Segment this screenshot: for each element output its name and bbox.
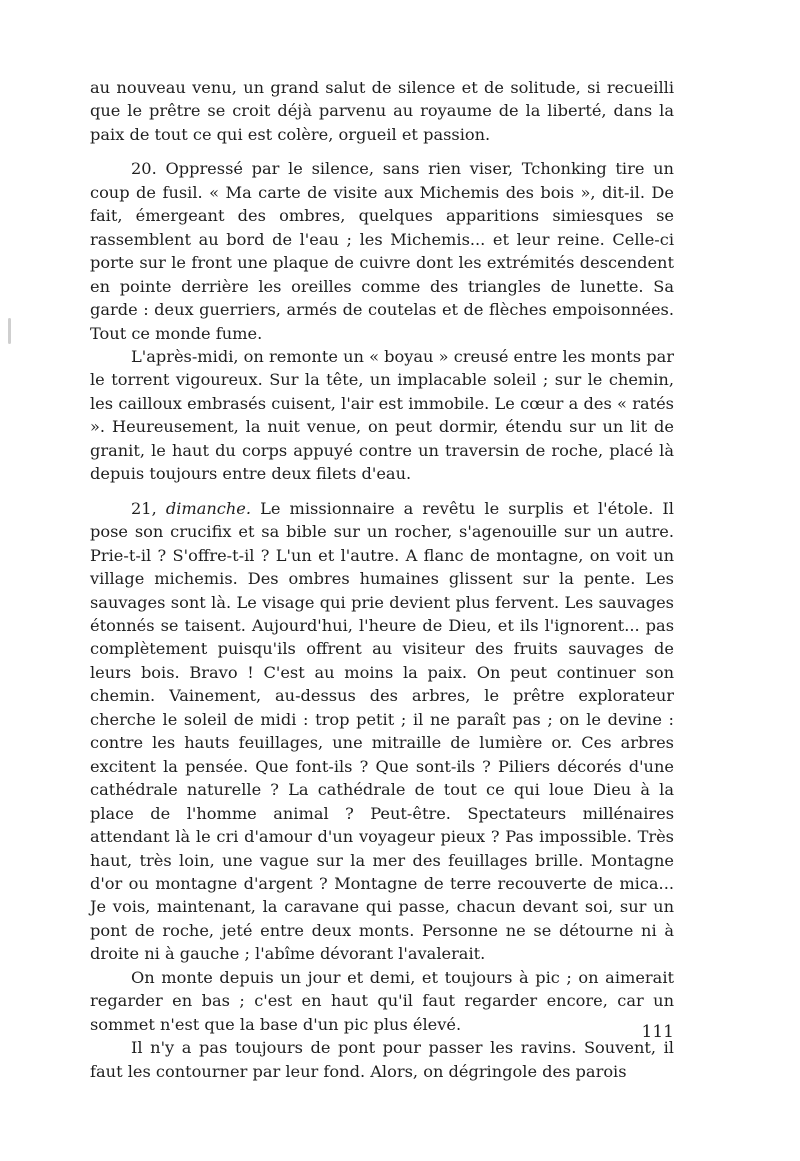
page-body (90, 76, 674, 1083)
paragraph-ravines: Il n'y a pas toujours de pont pour passer les ravins. Souvent, il faut les contourner par leur fond. Alors, on dégringole des parois (90, 1038, 674, 1081)
scan-margin-mark (8, 318, 11, 344)
paragraph-day-21 (90, 497, 674, 966)
day-name: dimanche. (165, 498, 252, 518)
paragraph-day-21-text: Le missionnaire a revêtu le surplis et l'étole. Il pose son crucifix et sa bible sur un rocher, s'agenouille sur un autre. Prie-t-il ? S'offre-t-il ? L'un et l'autre. A flanc de montagne, on voit un village michemis. Des ombres humaines glissent sur la pente. Les sauvages sont là. Le visage qui prie devient plus fervent. Les sauvages étonnés se taisent. Aujourd'hui, l'heure de Dieu, et ils l'ignorent... pas complètement puisqu'ils offrent au visiteur des fruits sauvages de leurs bois. Bravo ! C'est au moins la paix. On peut continuer son chemin. Vainement, au-dessus des arbres, le prêtre explorateur cherche le soleil de midi : trop petit ; il ne paraît pas ; on le devine : contre les hauts feuillages, une mitraille de lumière or. Ces arbres excitent la pensée. Que font-ils ? Que sont-ils ? Piliers décorés d'une cathédrale naturelle ? La cathédrale de tout ce qui loue Dieu à la place de l'homme animal ? Peut-être. Spectateurs millénaires attendant là le cri d'amour d'un voyageur pieux ? Pas impossible. Très haut, très loin, une vague sur la mer des feuillages brille. Montagne d'or ou montagne d'argent ? Montagne de terre recouverte de mica... Je vois, maintenant, la caravane qui passe, chacun devant soi, sur un pont de roche, jeté entre deux monts. Personne ne se détourne ni à droite ni à gauche ; l'abîme dévorant l'avalerait. (90, 498, 674, 964)
page-number: 111 (641, 1022, 674, 1042)
paragraph-climb: On monte depuis un jour et demi, et toujours à pic ; on aimerait regarder en bas ; c'est en haut qu'il faut regarder encore, car un sommet n'est que la base d'un pic plus élevé. (90, 967, 674, 1034)
paragraph-continuation: au nouveau venu, un grand salut de silence et de solitude, si recueilli que le prêtre se croit déjà parvenu au royaume de la liberté, dans la paix de tout ce qui est colère, orgueil et passion. (90, 78, 674, 144)
paragraph-day-20: 20. Oppressé par le silence, sans rien viser, Tchonking tire un coup de fusil. « Ma carte de visite aux Michemis des bois », dit-il. De fait, émergeant des ombres, quelques apparitions simiesques se rassemblent au bord de l'eau ; les Michemis... et leur reine. Celle-ci porte sur le front une plaque de cuivre dont les extrémités descendent en pointe derrière les oreilles comme des triangles de lunette. Sa garde : deux guerriers, armés de coutelas et de flèches empoisonnées. Tout ce monde fume. (90, 159, 674, 343)
day-number: 21, (131, 498, 157, 518)
paragraph-afternoon: L'après-midi, on remonte un « boyau » creusé entre les monts par le torrent vigoureux. Sur la tête, un implacable soleil ; sur le chemin, les cailloux embrasés cuisent, l'air est immobile. Le cœur a des « ratés ». Heureusement, la nuit venue, on peut dormir, étendu sur un lit de granit, le haut du corps appuyé contre un traversin de roche, placé là depuis toujours entre deux filets d'eau. (90, 346, 674, 484)
